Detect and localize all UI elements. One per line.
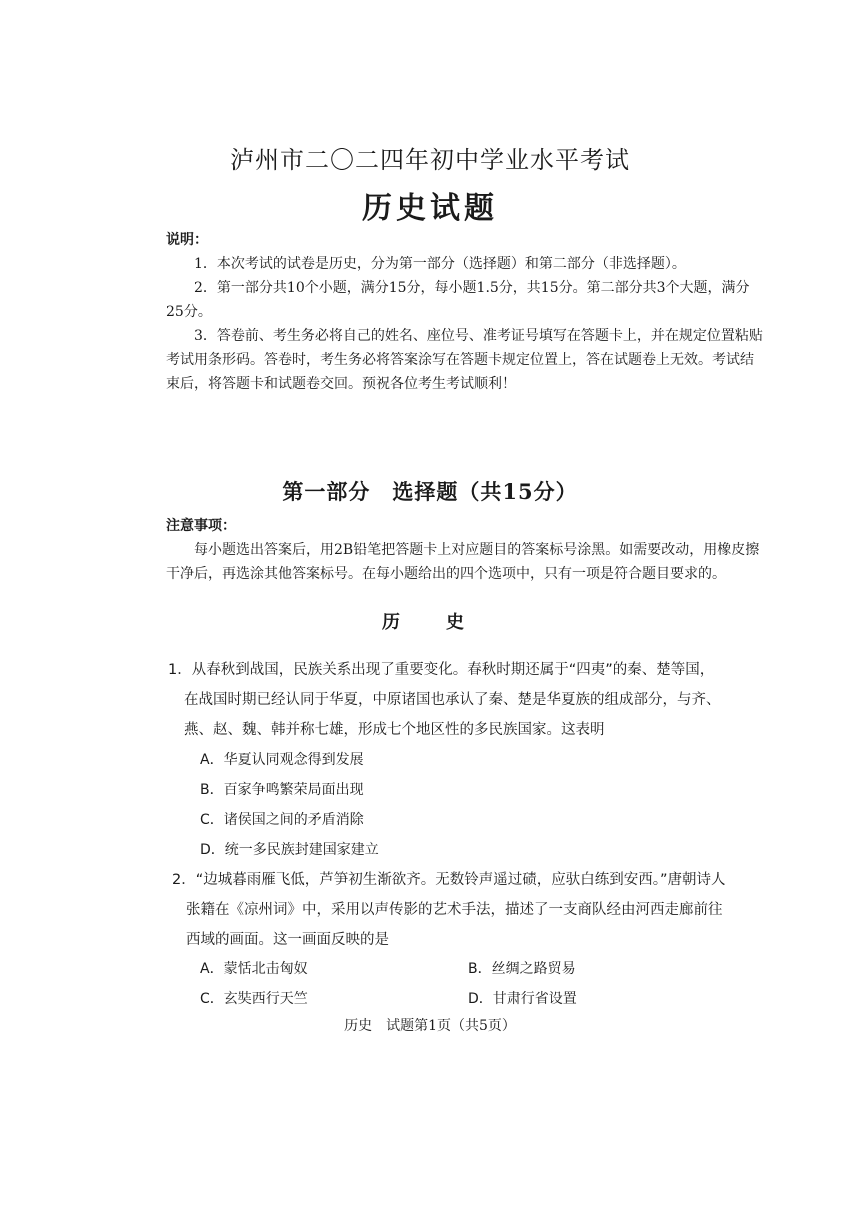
question-1-option-b: B．百家争鸣繁荣局面出现 [200,782,364,798]
instruction-item: 2．第一部分共10个小题，满分15分，每小题1.5分，共15分。第二部分共3个大题，满分25分。 [166,280,750,320]
page-footer: 历史 试题第1页（共5页） [344,1018,516,1034]
question-1-line: 在战国时期已经认同于华夏，中原诸国也承认了秦、楚是华夏族的组成部分，与齐、 [184,692,721,708]
question-1-option-a: A．华夏认同观念得到发展 [200,752,364,768]
exam-title: 泸州市二〇二四年初中学业水平考试 [230,146,630,174]
question-1-option-d: D．统一多民族封建国家建立 [200,842,379,858]
subject-title: 历史试题 [362,191,498,226]
instruction-item: 1．本次考试的试卷是历史，分为第一部分（选择题）和第二部分（非选择题）。 [194,256,686,272]
question-2-line: 西域的画面。这一画面反映的是 [186,932,389,948]
question-1-line: 1．从春秋到战国，民族关系出现了重要变化。春秋时期还属于“四夷”的秦、楚等国， [168,662,715,678]
notice-label: 注意事项： [166,518,236,534]
instructions-label: 说明： [166,232,208,248]
instruction-item: 3．答卷前、考生务必将自己的姓名、座位号、准考证号填写在答题卡上，并在规定位置粘贴考试用条形码。答卷时，考生务必将答案涂写在答题卡规定位置上，答在试题卷上无效。考试结束后，将答题卡和试题卷交回。预祝各位考生考试顺利！ [166,328,763,392]
question-2-option-c: C．玄奘西行天竺 [200,991,308,1007]
part-one-title: 第一部分 选择题（共15分） [282,479,578,504]
question-2-option-d: D．甘肃行省设置 [468,991,577,1007]
notice-text: 每小题选出答案后，用2B铅笔把答题卡上对应题目的答案标号涂黑。如需要改动，用橡皮擦干净后，再选涂其他答案标号。在每小题给出的四个选项中，只有一项是符合题目要求的。 [166,542,760,582]
question-2-line: 张籍在《凉州词》中，采用以声传影的艺术手法，描述了一支商队经由河西走廊前往 [186,902,723,918]
notice-block [166,514,766,586]
question-2-line: 2．“边城暮雨雁飞低，芦笋初生渐欲齐。无数铃声遥过碛，应驮白练到安西。”唐朝诗人 [172,872,726,888]
question-2-option-b: B．丝绸之路贸易 [468,961,576,977]
instructions-block [166,228,766,396]
question-2-option-a: A．蒙恬北击匈奴 [200,961,308,977]
question-1-option-c: C．诸侯国之间的矛盾消除 [200,812,364,828]
question-1-line: 燕、赵、魏、韩并称七雄，形成七个地区性的多民族国家。这表明 [184,722,605,738]
section-title: 历 史 [382,612,478,633]
